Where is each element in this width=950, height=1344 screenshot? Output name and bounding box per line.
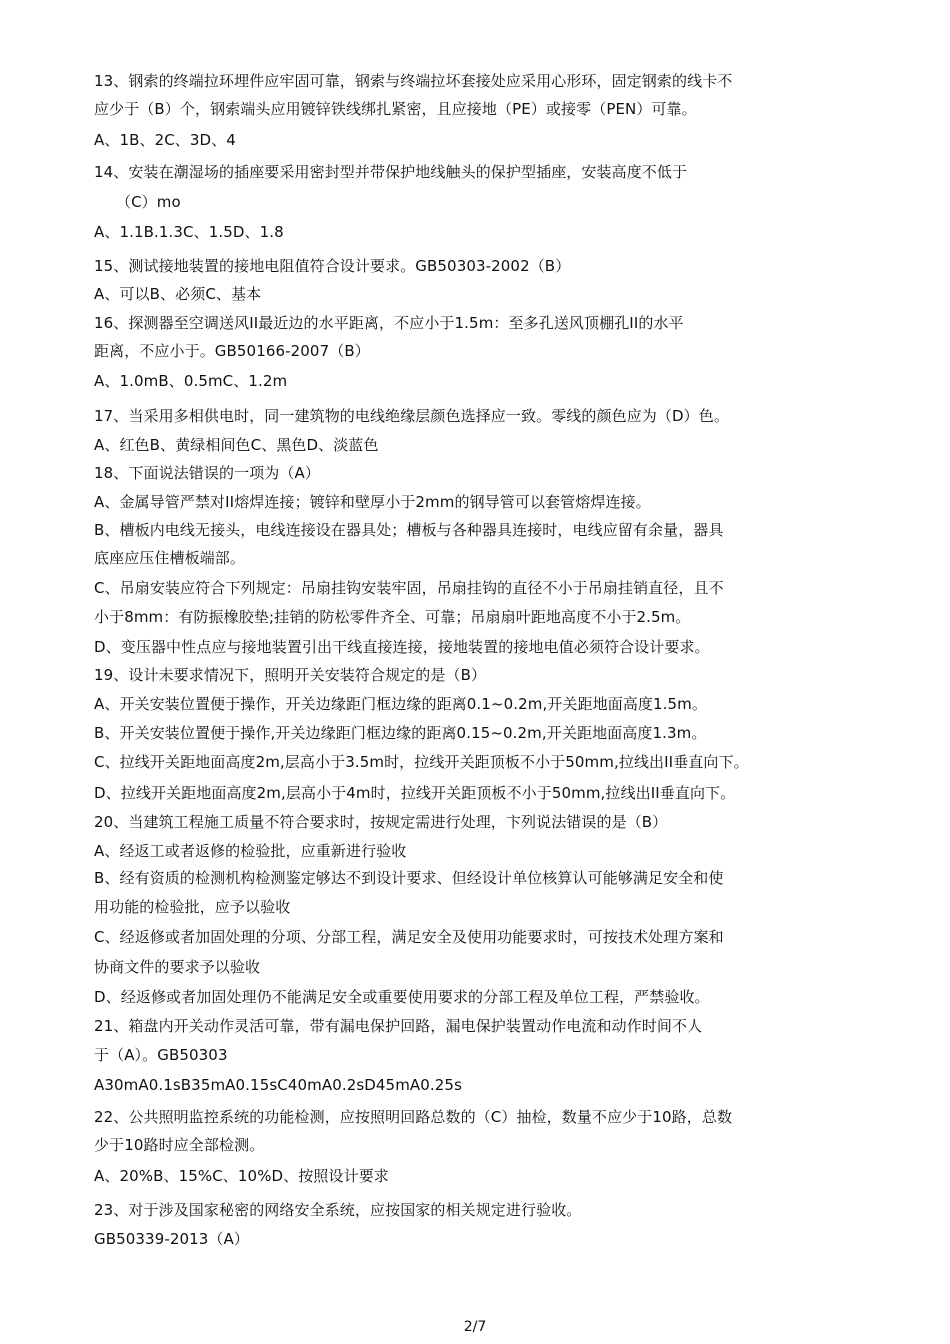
text-line: 于（A）。GB50303 (94, 1046, 228, 1064)
text-line: 17、当采用多相供电时，同一建筑物的电线绝缘层颜色选择应一致。零线的颜色应为（D）色。 (94, 407, 729, 425)
text-line: B、槽板内电线无接头，电线连接设在器具处；槽板与各种器具连接时，电线应留有余量，器具 (94, 521, 724, 539)
text-line: 15、测试接地装置的接地电阻值符合设计要求。GB50303-2002（B） (94, 257, 571, 275)
text-line: B、开关安装位置便于操作,开关边缘距门框边缘的距离0.15~0.2m,开关距地面高度1.3m。 (94, 724, 707, 742)
text-line: 20、当建筑工程施工质量不符合要求时，按规定需进行处理，卞列说法错误的是（B） (94, 813, 668, 831)
text-line: A、1B、2C、3D、4 (94, 131, 236, 149)
text-line: A、1.0mB、0.5mC、1.2m (94, 372, 288, 390)
text-line: A、20%B、15%C、10%D、按照设计要求 (94, 1167, 389, 1185)
text-line: 13、钢索的终端拉环埋件应牢固可靠，钢索与终端拉坏套接处应采用心形环，固定钢索的线卡不 (94, 72, 733, 90)
text-line: 应少于（B）个，钢索端头应用镀锌铁线绑扎紧密，且应接地（PE）或接零（PEN）可靠。 (94, 100, 697, 118)
page-number: 2/7 (463, 1319, 487, 1335)
text-line: 16、探测器至空调送风II最近边的水平距离，不应小于1.5m：至多孔送风顶棚孔II的水平 (94, 314, 684, 332)
text-line: 18、下面说法错误的一项为（A） (94, 464, 320, 482)
text-line: A、1.1B.1.3C、1.5D、1.8 (94, 223, 284, 241)
text-line: D、变压器中性点应与接地装置引出干线直接连接，接地装置的接地电值必须符合设计要求。 (94, 638, 710, 656)
text-line: D、经返修或者加固处理仍不能满足安全或重要使用要求的分部工程及单位工程，严禁验收。 (94, 988, 710, 1006)
text-line: C、经返修或者加固处理的分项、分部工程，满足安全及使用功能要求时，可按技术处理方案和 (94, 928, 724, 946)
text-line: A、开关安装位置便于操作，开关边缘距门框边缘的距离0.1~0.2m,开关距地面高度1.5m。 (94, 695, 707, 713)
text-line: A、金属导管严禁对II熔焊连接；镀锌和壁厚小于2mm的钢导管可以套管熔焊连接。 (94, 493, 651, 511)
text-line: 22、公共照明监控系统的功能检测，应按照明回路总数的（C）抽检，数量不应少于10路，总数 (94, 1108, 733, 1126)
text-line: D、拉线开关距地面高度2m,层高小于4m时，拉线开关距顶板不小于50mm,拉线出II垂直向下。 (94, 784, 736, 802)
text-line: 底座应压住槽板端部。 (94, 549, 246, 567)
text-line: C、吊扇安装应符合下列规定：吊扇挂钩安装牢固，吊扇挂钩的直径不小于吊扇挂销直径，且不 (94, 579, 724, 597)
text-line: 少于10路时应全部检测。 (94, 1136, 265, 1154)
text-line: 协商文件的要求予以验收 (94, 958, 261, 976)
text-line: 用功能的检验批，应予以验收 (94, 898, 291, 916)
text-line: A、经返工或者返修的检验批，应重新进行验收 (94, 842, 407, 860)
text-line: B、经有资质的检测机构检测鉴定够达不到设计要求、但经设计单位核算认可能够满足安全和使 (94, 869, 724, 887)
text-line: A、可以B、必须C、基本 (94, 285, 262, 303)
text-line: 小于8mm：有防振橡胶垫;挂销的防松零件齐全、可靠；吊扇扇叶距地高度不小于2.5m。 (94, 608, 691, 626)
text-line: （C）mo (116, 193, 181, 211)
text-line: 23、对于涉及国家秘密的网络安全系统，应按国家的相关规定进行验收。 (94, 1201, 582, 1219)
text-line: GB50339-2013（A） (94, 1230, 249, 1248)
text-line: 14、安装在潮湿场的插座要采用密封型并带保护地线触头的保护型插座，安装高度不低于 (94, 163, 688, 181)
text-line: C、拉线开关距地面高度2m,层高小于3.5m时，拉线开关距顶板不小于50mm,拉线出II垂直向下。 (94, 753, 749, 771)
text-line: 距离，不应小于。GB50166-2007（B） (94, 342, 370, 360)
text-line: 19、设计未要求情况下，照明开关安装符合规定的是（B） (94, 666, 487, 684)
text-line: A30mA0.1sB35mA0.15sC40mA0.2sD45mA0.25s (94, 1076, 462, 1094)
text-line: 21、箱盘内开关动作灵活可靠，带有漏电保护回路，漏电保护装置动作电流和动作时间不人 (94, 1017, 703, 1035)
text-line: A、红色B、黄绿相间色C、黑色D、淡蓝色 (94, 436, 379, 454)
